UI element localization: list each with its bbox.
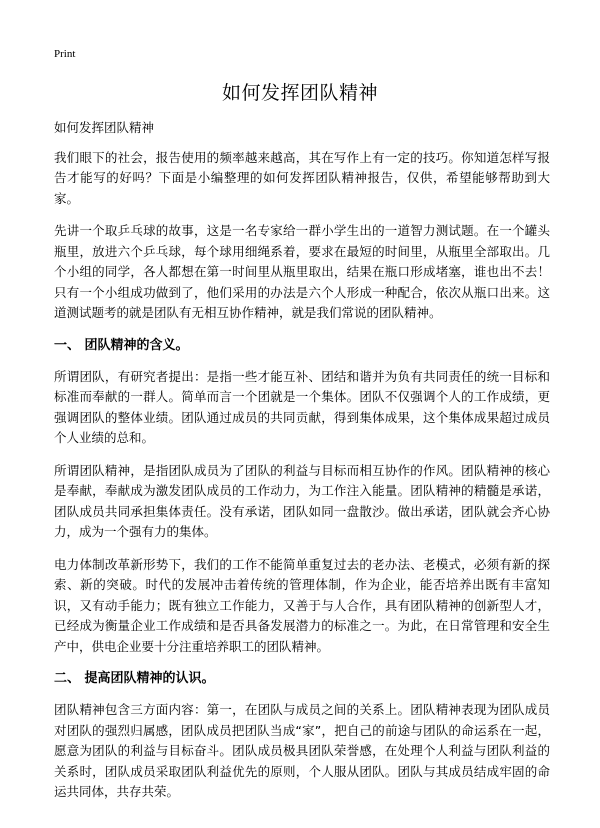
print-link[interactable]: Print (54, 48, 76, 60)
section-heading-1: 一、 团队精神的含义。 (54, 337, 189, 353)
section-heading-2: 二、 提高团队精神的认识。 (54, 671, 215, 686)
paragraph-story: 先讲一个取乒乓球的故事，这是一名专家给一群小学生出的一道智力测试题。在一个罐头瓶里，放进六个乒乓球，每个球用细绳系着，要求在最短的时间里，从瓶里全部取出。几个小组的同学，各人都想在第一时间里从瓶里取出，结果在瓶口形成堵塞，谁也出不去！只有一个小组成功做到了，他们采用的办法是六个人形成一种配合，依次从瓶口出来。这道测试题考的就是团队有无相互协作精神，就是我们常说的团队精神。 (54, 223, 550, 320)
page-title: 如何发挥团队精神 (221, 82, 378, 104)
paragraph-team-spirit-content: 团队精神包含三方面内容：第一，在团队与成员之间的关系上。团队精神表现为团队成员对团队的强烈归属感，团队成员把团队当成“家”，把自己的前途与团队的命运系在一起，愿意为团队的利益与目标奋斗。团队成员极具团队荣誉感，在处理个人利益与团队利益的关系时，团队成员采取团队利益优先的原则，个人服从团队。团队与其成员结成牢固的命运共同体，共存共荣。 (54, 702, 550, 799)
paragraph-team-definition: 所谓团队，有研究者提出：是指一些才能互补、团结和谐并为负有共同责任的统一目标和标准而奉献的一群人。简单而言一个团就是一个集体。团队不仅强调个人的工作成绩，更强调团队的整体业绩。团队通过成员的共同贡献，得到集体成果，这个集体成果超过成员个人业绩的总和。 (54, 368, 550, 445)
article-body (54, 118, 550, 815)
paragraph-team-spirit-definition: 所谓团队精神，是指团队成员为了团队的利益与目标而相互协作的作风。团队精神的核心是奉献，奉献成为激发团队成员的工作动力，为工作注入能量。团队精神的精髓是承诺，团队成员共同承担集体责任。没有承诺，团队如同一盘散沙。做出承诺，团队就会齐心协力，成为一个强有力的集体。 (54, 462, 550, 539)
paragraph-intro: 我们眼下的社会，报告使用的频率越来越高，其在写作上有一定的技巧。你知道怎样写报告才能写的好吗？下面是小编整理的如何发挥团队精神报告，仅供，希望能够帮助到大家。 (54, 149, 550, 206)
article-subtitle: 如何发挥团队精神 (54, 120, 155, 135)
paragraph-power-reform: 电力体制改革新形势下，我们的工作不能简单重复过去的老办法、老模式，必须有新的探索、新的突破。时代的发展冲击着传统的管理体制，作为企业，能否培养出既有丰富知识，又有动手能力；既有独立工作能力，又善于与人合作，具有团队精神的创新型人才，已经成为衡量企业工作成绩和是否具备发展潜力的标准之一。为此，在日常管理和安全生产中，供电企业要十分注重培养职工的团队精神。 (54, 556, 550, 654)
